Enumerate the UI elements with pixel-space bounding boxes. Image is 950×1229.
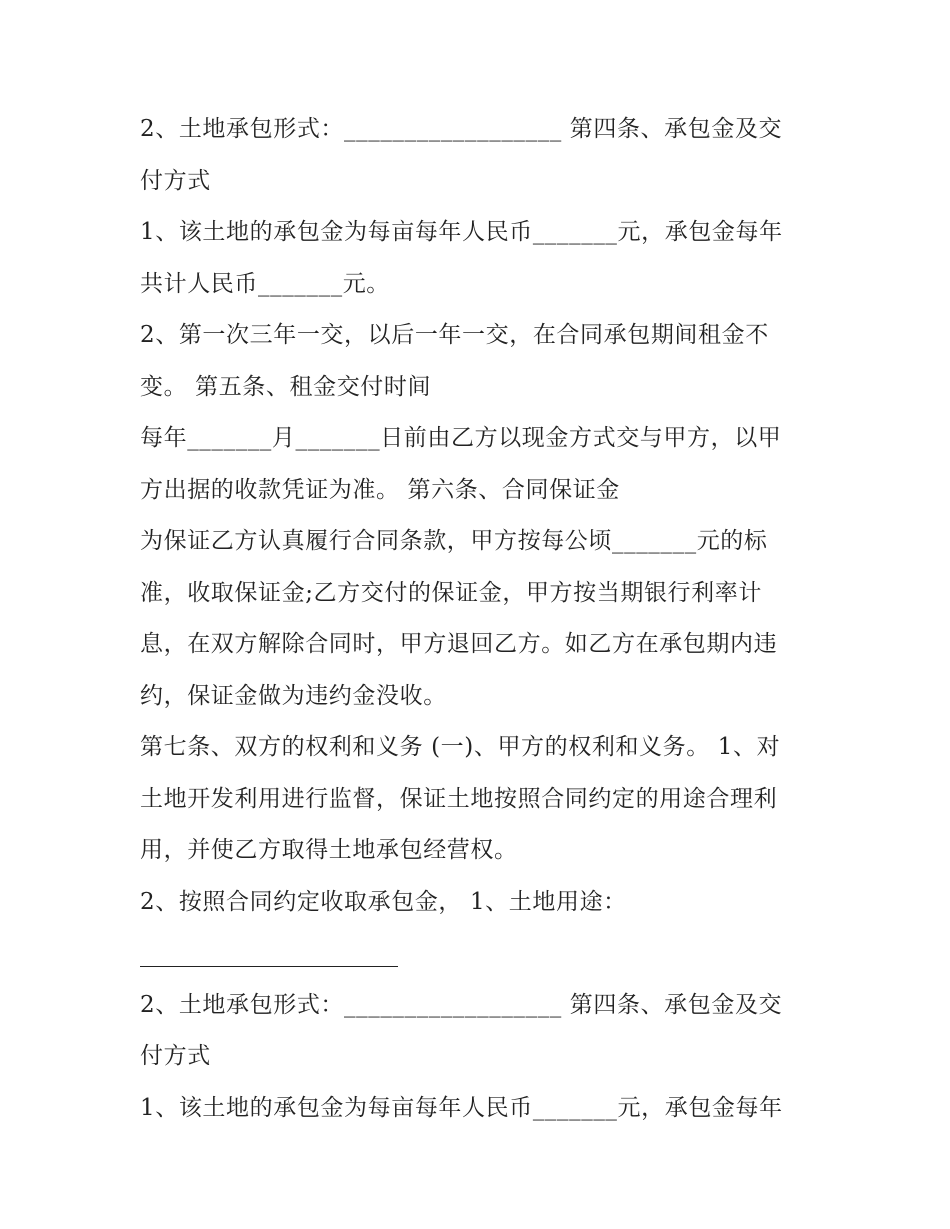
text-line: 2、土地承包形式：__________________ 第四条、承包金及交 (140, 991, 783, 1018)
text-line: 息，在双方解除合同时，甲方退回乙方。如乙方在承包期内违 (140, 631, 778, 657)
text-line: 共计人民币_______元。 (140, 270, 390, 297)
fill-in-blank-line (140, 928, 830, 980)
underline-rule (140, 966, 398, 967)
text-line: 2、土地承包形式：__________________ 第四条、承包金及交 (140, 116, 783, 142)
text-line: 付方式 (140, 167, 211, 194)
text-line: 1、该土地的承包金为每亩每年人民币_______元，承包金每年 (140, 219, 783, 245)
text-line: 约，保证金做为违约金没收。 (140, 682, 447, 709)
text-line: 1、该土地的承包金为每亩每年人民币_______元，承包金每年 (140, 1094, 783, 1121)
text-line: 2、第一次三年一交，以后一年一交，在合同承包期间租金不 (140, 322, 769, 348)
text-line: 付方式 (140, 1043, 211, 1069)
text-line: 每年_______月_______日前由乙方以现金方式交与甲方，以甲 (140, 425, 782, 451)
text-line: 2、按照合同约定收取承包金， 1、土地用途： (140, 888, 627, 915)
text-line: 为保证乙方认真履行合同条款，甲方按每公顷_______元的标 (140, 528, 768, 554)
text-line: 土地开发利用进行监督，保证土地按照合同约定的用途合理利 (140, 785, 778, 812)
contract-text (140, 104, 830, 1134)
text-line: 变。 第五条、租金交付时间 (140, 373, 432, 400)
text-line: 准，收取保证金;乙方交付的保证金，甲方按当期银行利率计 (140, 579, 762, 606)
text-line: 第七条、双方的权利和义务 (一)、甲方的权利和义务。 1、对 (140, 734, 781, 760)
text-line: 方出据的收款凭证为准。 第六条、合同保证金 (140, 476, 620, 503)
text-line: 用，并使乙方取得土地承包经营权。 (140, 837, 518, 863)
